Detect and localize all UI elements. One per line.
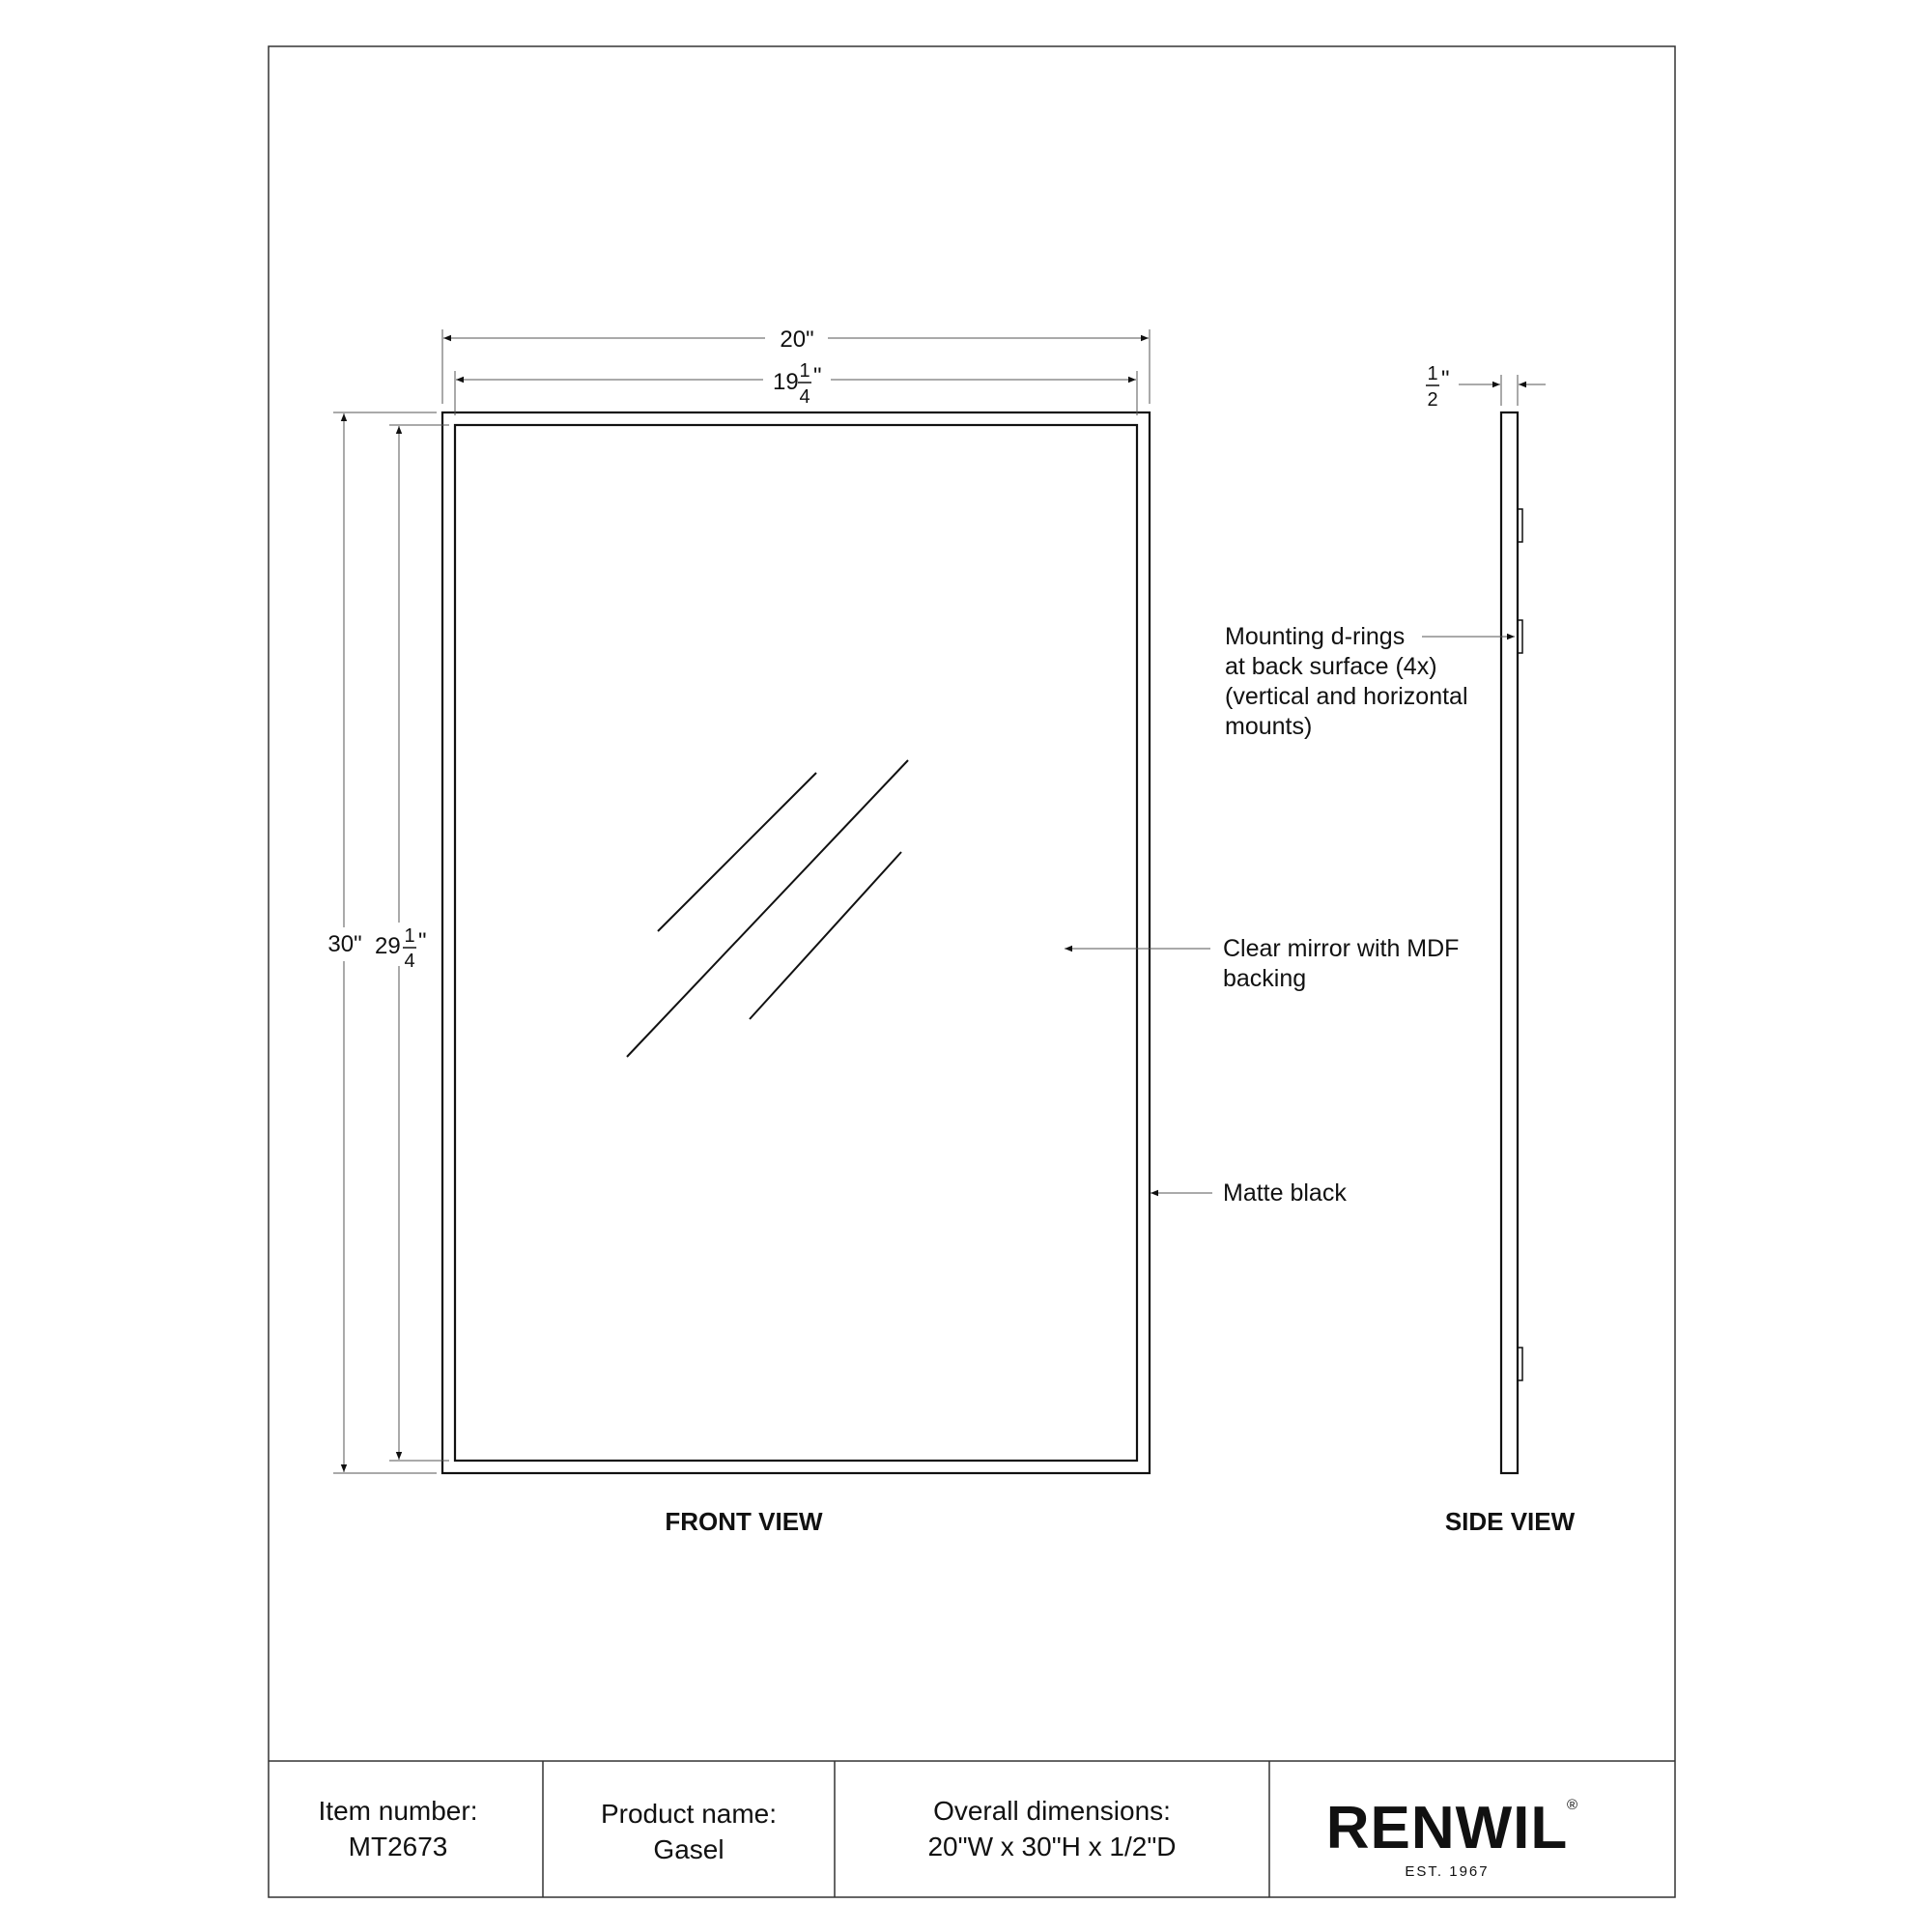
item-number-value: MT2673	[348, 1832, 448, 1861]
mirror-note-line-1: Clear mirror with MDF	[1223, 935, 1460, 962]
reflection-line-2	[627, 760, 908, 1057]
callout-mirror	[1065, 935, 1459, 992]
height-dimension-inner	[375, 425, 449, 1461]
width-inner-numerator: 1	[799, 360, 810, 382]
renwil-logo	[1326, 1795, 1579, 1880]
depth-inch: "	[1441, 366, 1450, 392]
overall-dimensions-value: 20"W x 30"H x 1/2"D	[927, 1832, 1177, 1861]
width-inner-denominator: 4	[799, 386, 810, 408]
finish-note: Matte black	[1223, 1179, 1347, 1207]
title-block	[269, 1761, 1675, 1897]
height-inner-denominator: 4	[404, 951, 415, 972]
item-number-label: Item number:	[318, 1796, 478, 1826]
height-inner-numerator: 1	[404, 925, 415, 947]
height-inner-whole: 29	[375, 933, 401, 959]
depth-numerator: 1	[1427, 363, 1438, 384]
height-outer-label: 30"	[327, 931, 362, 957]
front-view-label: FRONT VIEW	[665, 1507, 823, 1536]
front-view	[442, 412, 1150, 1473]
mirror-note-line-2: backing	[1223, 965, 1307, 992]
brand-tagline: EST. 1967	[1405, 1863, 1490, 1880]
height-inner-inch: "	[418, 928, 427, 954]
side-profile	[1501, 412, 1518, 1473]
drings-note-line-2: at back surface (4x)	[1225, 653, 1437, 680]
callout-finish	[1151, 1179, 1347, 1207]
width-inner-whole: 19	[773, 369, 799, 395]
width-inner-inch: "	[813, 363, 822, 389]
registered-mark: ®	[1567, 1797, 1580, 1813]
side-view	[1426, 363, 1546, 1473]
width-dimension-inner	[455, 360, 1137, 415]
mirror-glass-edge	[455, 425, 1137, 1461]
brand-name: RENWIL	[1325, 1795, 1569, 1861]
reflection-line-1	[658, 773, 816, 931]
mirror-outer-frame	[442, 412, 1150, 1473]
width-outer-label: 20"	[780, 327, 814, 353]
overall-dimensions-label: Overall dimensions:	[933, 1796, 1171, 1826]
depth-denominator: 2	[1427, 389, 1438, 411]
product-name-value: Gasel	[653, 1834, 724, 1864]
drings-note-line-4: mounts)	[1225, 713, 1313, 740]
drings-note-line-3: (vertical and horizontal	[1225, 683, 1468, 710]
drings-note-line-1: Mounting d-rings	[1225, 623, 1406, 650]
side-view-label: SIDE VIEW	[1444, 1507, 1576, 1536]
product-name-label: Product name:	[600, 1799, 778, 1829]
callout-drings	[1225, 623, 1515, 740]
sheet-border	[269, 46, 1675, 1897]
reflection-line-3	[750, 852, 901, 1019]
